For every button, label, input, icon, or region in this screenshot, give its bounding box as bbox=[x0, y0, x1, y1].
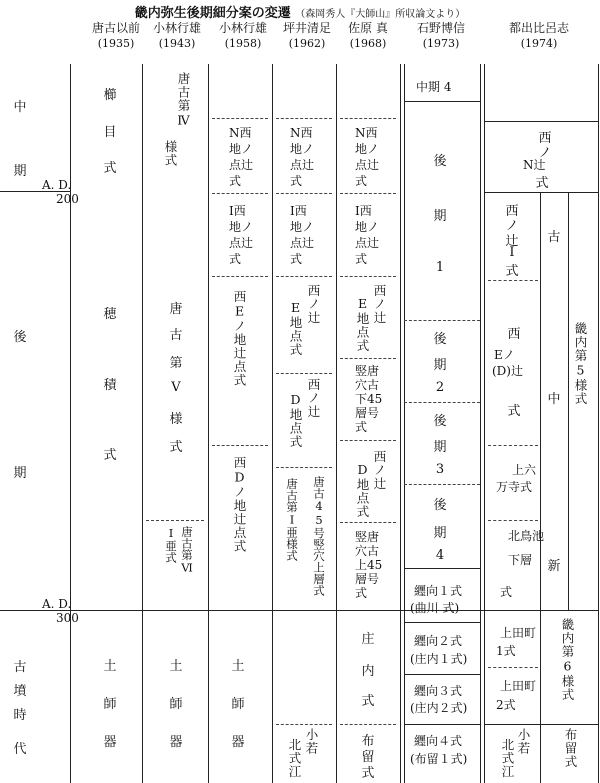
cell-text: 西Dノ地辻点式 bbox=[232, 456, 247, 553]
dashed-divider bbox=[488, 520, 538, 521]
dashed-divider bbox=[488, 280, 538, 281]
cell-text: 上六 bbox=[512, 463, 537, 477]
cell-text: ノ bbox=[505, 219, 519, 234]
cell-text: 点辻 bbox=[290, 236, 315, 250]
cell-text: 古 bbox=[547, 230, 561, 245]
grid-line bbox=[540, 724, 541, 783]
header-col-4 bbox=[272, 20, 342, 52]
table-title bbox=[0, 2, 600, 21]
cell-text: 第 bbox=[169, 356, 183, 371]
dashed-divider bbox=[212, 118, 268, 119]
cell-text: E地点式 bbox=[288, 300, 303, 357]
cell-text: 1式 bbox=[496, 644, 516, 658]
cell-text: 3 bbox=[435, 462, 445, 477]
dashed-divider bbox=[276, 193, 332, 194]
cell-text: 様 bbox=[169, 412, 183, 427]
date-ad200: A. D. bbox=[42, 178, 72, 192]
cell-text: 上田町 bbox=[500, 626, 537, 640]
cell-text: 点辻 bbox=[290, 158, 315, 172]
title-source: （森岡秀人『大師山』所収論文より） bbox=[295, 9, 466, 20]
dashed-divider bbox=[404, 320, 480, 321]
grid-line bbox=[70, 64, 71, 783]
header-year: (1974) bbox=[520, 37, 558, 50]
cell-text: 布 bbox=[361, 734, 375, 749]
cell-divider bbox=[404, 568, 480, 569]
cell-text: (庄内１式) bbox=[410, 652, 468, 666]
dashed-divider bbox=[404, 484, 480, 485]
cell-text: 櫛 bbox=[103, 88, 117, 103]
cell-text: 西ノ辻 bbox=[306, 378, 321, 419]
cell-text: 2式 bbox=[496, 698, 516, 712]
header-name: 唐古以前 bbox=[91, 21, 140, 35]
cell-divider bbox=[484, 121, 598, 122]
cell-text: 中 bbox=[547, 392, 561, 407]
period-kofun-1: 古 bbox=[13, 660, 27, 675]
dashed-divider bbox=[276, 373, 332, 374]
cell-text: 師 bbox=[231, 697, 245, 712]
dashed-divider bbox=[340, 522, 396, 523]
cell-divider bbox=[404, 622, 480, 623]
cell-text: 器 bbox=[169, 735, 183, 750]
cell-text: 西 bbox=[505, 204, 519, 219]
dashed-divider bbox=[276, 724, 332, 725]
cell-text: 式 bbox=[500, 585, 513, 599]
cell-divider bbox=[404, 101, 480, 102]
cell-text: 点辻 bbox=[229, 158, 254, 172]
cell-text: 小若 bbox=[304, 728, 319, 755]
cell-text: 式 bbox=[361, 694, 375, 709]
cell-text: 土 bbox=[103, 659, 117, 674]
cell-text: 辻 bbox=[505, 234, 519, 249]
cell-text: 上45 bbox=[355, 558, 383, 572]
period-kofun-3: 時 bbox=[13, 708, 27, 723]
cell-text: 点辻 bbox=[355, 236, 380, 250]
grid-line bbox=[272, 64, 273, 783]
cell-text: N西 bbox=[355, 126, 378, 140]
cell-text: 新 bbox=[547, 559, 561, 574]
dashed-divider bbox=[404, 402, 480, 403]
header-year: (1962) bbox=[288, 37, 326, 50]
cell-text: 北式江 bbox=[287, 738, 302, 779]
dashed-divider bbox=[340, 276, 396, 277]
cell-text: ノ bbox=[538, 146, 552, 161]
period-kofun-2: 墳 bbox=[13, 684, 27, 699]
cell-text: 1 bbox=[435, 260, 445, 275]
cell-text: 後 bbox=[433, 414, 447, 429]
cell-text: N西 bbox=[290, 126, 313, 140]
grid-line bbox=[540, 192, 541, 610]
grid-line bbox=[598, 64, 599, 783]
period-ki: 期 bbox=[13, 164, 27, 179]
dashed-divider bbox=[276, 467, 332, 468]
cell-text: 中期 4 bbox=[416, 80, 452, 94]
grid-line bbox=[568, 192, 569, 610]
cell-text: Ⅰ bbox=[509, 245, 515, 260]
dashed-divider bbox=[488, 667, 538, 668]
date-ad300: A. D. bbox=[42, 597, 72, 611]
cell-text: 期 bbox=[433, 440, 447, 455]
cell-text: 畿内第5様式 bbox=[573, 322, 588, 406]
header-year: (1973) bbox=[422, 37, 460, 50]
title-text: 畿内弥生後期細分案の変遷 bbox=[134, 6, 291, 21]
grid-line bbox=[540, 610, 541, 724]
cell-text: 器 bbox=[103, 735, 117, 750]
dashed-divider bbox=[212, 193, 268, 194]
cell-text: 後 bbox=[433, 154, 447, 169]
cell-text: 地ノ bbox=[290, 220, 315, 234]
cell-text: 目 bbox=[103, 125, 117, 140]
dashed-divider bbox=[340, 724, 396, 725]
cell-text: 上田町 bbox=[500, 679, 537, 693]
cell-text: 土 bbox=[169, 659, 183, 674]
cell-text: N辻 bbox=[523, 158, 546, 172]
cell-text: Ⅰ亜式 bbox=[164, 526, 178, 563]
cell-text: 纒向４式 bbox=[414, 734, 463, 748]
cell-text: 纒向３式 bbox=[414, 684, 463, 698]
cell-text: D地点式 bbox=[288, 392, 303, 449]
cell-text: 北式江 bbox=[500, 738, 515, 779]
period-kofun-4: 代 bbox=[13, 742, 27, 757]
cell-text: (D)辻 bbox=[492, 364, 523, 378]
cell-text: 唐古第Ⅳ bbox=[176, 72, 191, 129]
cell-text: 穂 bbox=[103, 307, 117, 322]
cell-divider bbox=[404, 674, 480, 675]
grid-line bbox=[336, 64, 337, 783]
period-chu: 中 bbox=[13, 100, 27, 115]
cell-text: 西ノ辻 bbox=[372, 450, 387, 491]
dashed-divider bbox=[276, 276, 332, 277]
cell-text: 唐 bbox=[169, 302, 183, 317]
period-divider bbox=[0, 610, 598, 611]
date-ad200-year: 200 bbox=[56, 192, 79, 206]
cell-text: 古 bbox=[169, 328, 183, 343]
cell-text: 師 bbox=[169, 697, 183, 712]
cell-text: 畿内第6様式 bbox=[560, 618, 575, 702]
header-name: 小林行雄 bbox=[152, 21, 201, 35]
cell-text: 式 bbox=[535, 176, 549, 191]
cell-text: 式 bbox=[229, 174, 242, 188]
cell-text: 纒向２式 bbox=[414, 634, 463, 648]
grid-line bbox=[400, 64, 401, 783]
cell-text: 期 bbox=[433, 358, 447, 373]
header-year: (1935) bbox=[97, 37, 135, 50]
cell-text: 万寺式 bbox=[496, 480, 533, 494]
header-name: 佐原 真 bbox=[348, 21, 388, 35]
cell-text: 層号 bbox=[355, 572, 380, 586]
cell-text: Ⅰ西 bbox=[355, 204, 372, 218]
cell-text: 期 bbox=[433, 209, 447, 224]
cell-text: 期 bbox=[433, 526, 447, 541]
cell-text: 層号 bbox=[355, 406, 380, 420]
cell-text: 地ノ bbox=[229, 220, 254, 234]
cell-text: (庄内２式) bbox=[410, 701, 468, 715]
cell-text: Ⅴ bbox=[171, 380, 181, 395]
header-col-6 bbox=[400, 20, 482, 52]
header-year: (1968) bbox=[349, 37, 387, 50]
cell-text: (布留１式) bbox=[410, 752, 468, 766]
cell-text: 下層 bbox=[508, 553, 533, 567]
cell-text: 西 bbox=[538, 131, 552, 146]
grid-line bbox=[208, 64, 209, 783]
cell-text: 布留式 bbox=[563, 728, 578, 769]
cell-text: 庄 bbox=[361, 632, 375, 647]
header-name: 都出比呂志 bbox=[508, 21, 569, 35]
cell-text: 式 bbox=[169, 440, 183, 455]
cell-text: 式 bbox=[103, 448, 117, 463]
cell-text: 式 bbox=[290, 252, 303, 266]
cell-text: 地ノ bbox=[355, 142, 380, 156]
cell-text: 西Eノ地辻点式 bbox=[232, 290, 247, 387]
cell-text: Ⅰ西 bbox=[229, 204, 246, 218]
cell-text: 式 bbox=[103, 161, 117, 176]
header-col-5 bbox=[336, 20, 400, 52]
date-ad300-year: 300 bbox=[56, 611, 79, 625]
header-year: (1943) bbox=[158, 37, 196, 50]
dashed-divider bbox=[340, 118, 396, 119]
dashed-divider bbox=[212, 276, 268, 277]
period-ki: 期 bbox=[13, 466, 27, 481]
cell-text: 唐古第Ⅰ亜様式 bbox=[285, 478, 299, 561]
cell-text: Eノ bbox=[494, 348, 515, 362]
cell-text: 式 bbox=[507, 404, 521, 419]
cell-text: 式 bbox=[355, 586, 368, 600]
cell-text: 器 bbox=[231, 735, 245, 750]
cell-text: 穴古 bbox=[355, 378, 380, 392]
cell-text: 北鳥池 bbox=[508, 529, 545, 543]
cell-text: 地ノ bbox=[229, 142, 254, 156]
cell-text: 式 bbox=[355, 252, 368, 266]
dashed-divider bbox=[212, 445, 268, 446]
cell-text: 積 bbox=[103, 378, 117, 393]
cell-text: 竪唐 bbox=[355, 364, 380, 378]
dashed-divider bbox=[340, 440, 396, 441]
cell-text: 穴古 bbox=[355, 544, 380, 558]
grid-line bbox=[142, 64, 143, 783]
cell-text: 師 bbox=[103, 697, 117, 712]
cell-text: 後 bbox=[433, 332, 447, 347]
cell-text: 点辻 bbox=[355, 158, 380, 172]
grid-line bbox=[484, 64, 485, 783]
cell-text: 4 bbox=[435, 548, 445, 563]
cell-text: N西 bbox=[229, 126, 252, 140]
cell-text: 唐古45号竪穴上層式 bbox=[312, 476, 326, 596]
cell-text: 留 bbox=[361, 750, 375, 765]
cell-text: 西ノ辻 bbox=[372, 284, 387, 325]
grid-line bbox=[404, 64, 405, 783]
cell-text: 小若 bbox=[516, 728, 531, 755]
cell-text: 内 bbox=[361, 664, 375, 679]
header-name: 石野博信 bbox=[416, 21, 465, 35]
cell-text: 後 bbox=[433, 498, 447, 513]
cell-text: 2 bbox=[435, 380, 445, 395]
cell-text: 式 bbox=[229, 252, 242, 266]
header-name: 坪井清足 bbox=[282, 21, 331, 35]
dashed-divider bbox=[276, 118, 332, 119]
header-year: (1958) bbox=[224, 37, 262, 50]
cell-divider bbox=[404, 724, 480, 725]
dashed-divider bbox=[340, 193, 396, 194]
header-name: 小林行雄 bbox=[218, 21, 267, 35]
header-col-7 bbox=[484, 20, 594, 52]
cell-text: 式 bbox=[355, 174, 368, 188]
grid-line bbox=[480, 64, 481, 783]
dashed-divider bbox=[340, 358, 396, 359]
cell-text: E地点式 bbox=[355, 296, 370, 353]
cell-text: 土 bbox=[231, 659, 245, 674]
cell-text: 纒向１式 bbox=[414, 584, 463, 598]
cell-text: 竪唐 bbox=[355, 530, 380, 544]
cell-text: 地ノ bbox=[355, 220, 380, 234]
cell-text: 西ノ辻 bbox=[306, 284, 321, 325]
period-go: 後 bbox=[13, 330, 27, 345]
header-col-2 bbox=[142, 20, 212, 52]
header-col-3 bbox=[208, 20, 278, 52]
cell-text: 地ノ bbox=[290, 142, 315, 156]
cell-text: D地点式 bbox=[355, 462, 370, 519]
cell-text: 点辻 bbox=[229, 236, 254, 250]
cell-text: 様式 bbox=[163, 140, 178, 167]
cell-divider bbox=[484, 192, 598, 193]
cell-text: 下45 bbox=[355, 392, 383, 406]
cell-divider bbox=[484, 724, 598, 725]
cell-text: 式 bbox=[361, 766, 375, 781]
cell-text: 式 bbox=[355, 420, 368, 434]
cell-text: 唐古第Ⅵ bbox=[180, 526, 194, 575]
cell-text: 式 bbox=[290, 174, 303, 188]
dashed-divider bbox=[488, 445, 538, 446]
cell-text: 式 bbox=[505, 264, 519, 279]
cell-text: Ⅰ西 bbox=[290, 204, 307, 218]
dashed-divider bbox=[146, 520, 204, 521]
cell-text: (曲川 式) bbox=[410, 601, 460, 615]
cell-text: 西 bbox=[507, 327, 521, 342]
